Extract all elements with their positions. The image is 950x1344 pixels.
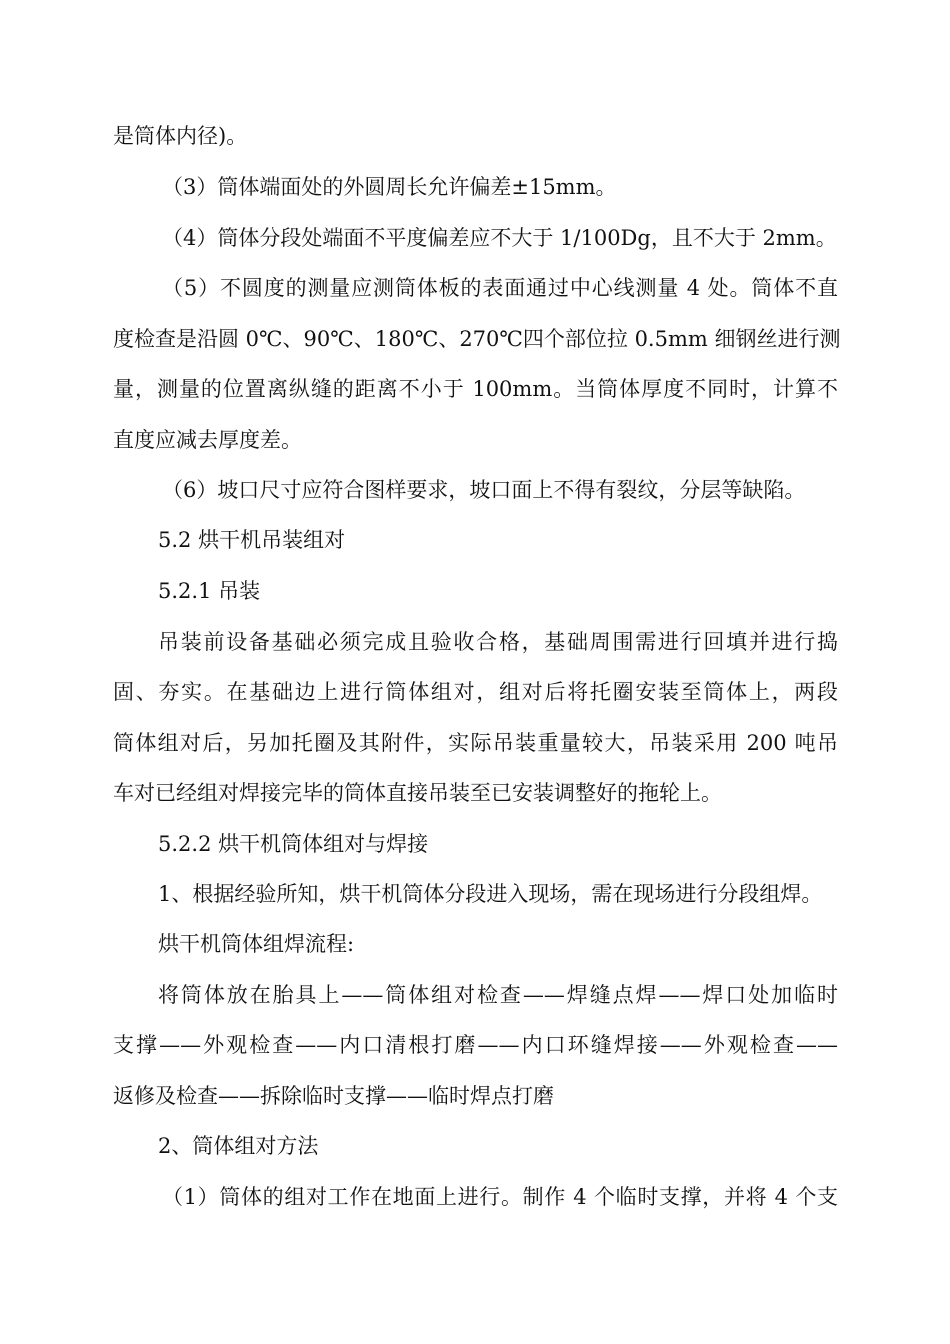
text-line-20: 返修及检查——拆除临时支撑——临时焊点打磨 [113, 1084, 554, 1108]
text-line-12: 固、夯实。在基础边上进行筒体组对，组对后将托圈安装至筒体上，两段 [113, 680, 838, 704]
text-line-13: 筒体组对后，另加托圈及其附件，实际吊装重量较大，吊装采用 200 吨吊 [113, 731, 838, 755]
text-line-16: 1、根据经验所知，烘干机筒体分段进入现场，需在现场进行分段组焊。 [158, 882, 823, 906]
text-line-1: 是筒体内径)。 [113, 124, 248, 148]
section-heading-5-2: 5.2 烘干机吊装组对 [158, 528, 346, 552]
text-line-11: 吊装前设备基础必须完成且验收合格，基础周围需进行回填并进行捣 [158, 630, 838, 654]
text-line-17: 烘干机筒体组焊流程: [158, 932, 355, 956]
text-line-6: 量，测量的位置离纵缝的距离不小于 100mm。当筒体厚度不同时，计算不 [113, 377, 838, 401]
text-line-3: （4）筒体分段处端面不平度偏差应不大于 1/100Dg，且不大于 2mm。 [162, 226, 837, 250]
text-line-4: （5）不圆度的测量应测筒体板的表面通过中心线测量 4 处。筒体不直 [162, 276, 838, 300]
text-line-8: （6）坡口尺寸应符合图样要求，坡口面上不得有裂纹，分层等缺陷。 [162, 478, 806, 502]
text-line-14: 车对已经组对焊接完毕的筒体直接吊装至已安装调整好的拖轮上。 [113, 781, 722, 805]
text-line-19: 支撑——外观检查——内口清根打磨——内口环缝焊接——外观检查—— [113, 1033, 838, 1057]
text-line-7: 直度应减去厚度差。 [113, 428, 302, 452]
section-heading-5-2-1: 5.2.1 吊装 [158, 579, 261, 603]
text-line-2: （3）筒体端面处的外圆周长允许偏差±15mm。 [162, 175, 617, 199]
text-line-18: 将筒体放在胎具上——筒体组对检查——焊缝点焊——焊口处加临时 [158, 983, 838, 1007]
text-line-21: 2、筒体组对方法 [158, 1134, 319, 1158]
text-line-22: （1）筒体的组对工作在地面上进行。制作 4 个临时支撑，并将 4 个支 [162, 1185, 838, 1209]
text-line-5: 度检查是沿圆 0℃、90℃、180℃、270℃四个部位拉 0.5mm 细钢丝进行测 [113, 327, 841, 351]
section-heading-5-2-2: 5.2.2 烘干机筒体组对与焊接 [158, 832, 429, 856]
